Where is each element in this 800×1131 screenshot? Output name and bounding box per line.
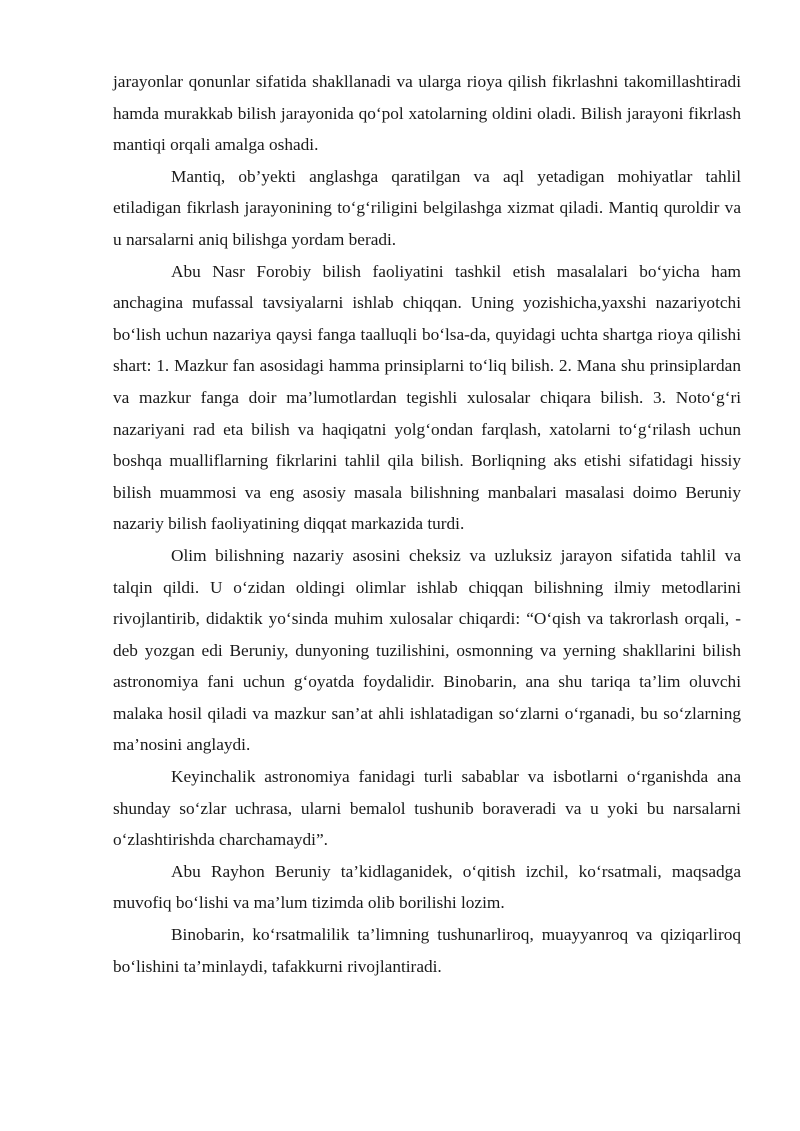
paragraph-7: Binobarin, ko‘rsatmalilik ta’limning tushunarliroq, muayyanroq va qiziqarliroq bo‘lishini ta’minlaydi, tafakkurni rivojlantiradi. [113, 925, 741, 976]
paragraph-5: Keyinchalik astronomiya fanidagi turli sabablar va isbotlarni o‘rganishda ana shunday so‘zlar uchrasa, ularni bemalol tushunib boraveradi va u yoki bu narsalarni o‘zlashtirishda charchamaydi”. [113, 767, 741, 850]
paragraph-4: Olim bilishning nazariy asosini cheksiz va uzluksiz jarayon sifatida tahlil va talqin qildi. U o‘zidan oldingi olimlar ishlab chiqqan bilishning ilmiy metodlarini rivojlantirib, didaktik yo‘sinda muhim xulosalar chiqardi: “O‘qish va takrorlash orqali, - deb yozgan edi Beruniy, dunyoning tuzilishini, osmonning va yerning shakllarini bilish astronomiya fani uchun g‘oyatda foydalidir. Binobarin, ana shu tariqa ta’lim oluvchi malaka hosil qiladi va mazkur san’at ahli ishlatadigan so‘zlarni o‘rganadi, bu so‘zlarning ma’nosini anglaydi. [113, 545, 741, 755]
document-page [113, 66, 741, 982]
paragraph-1: jarayonlar qonunlar sifatida shakllanadi va ularga rioya qilish fikrlashni takomillashtiradi hamda murakkab bilish jarayonida qo‘pol xatolarning oldini oladi. Bilish jarayoni fikrlash mantiqi orqali amalga oshadi. [113, 72, 741, 155]
paragraph-2: Mantiq, ob’yekti anglashga qaratilgan va aql yetadigan mohiyatlar tahlil etiladigan fikrlash jarayonining to‘g‘riligini belgilashga xizmat qiladi. Mantiq quroldir va u narsalarni aniq bilishga yordam beradi. [113, 166, 741, 249]
paragraph-6: Abu Rayhon Beruniy ta’kidlaganidek, o‘qitish izchil, ko‘rsatmali, maqsadga muvofiq bo‘lishi va ma’lum tizimda olib borilishi lozim. [113, 861, 741, 913]
paragraph-3: Abu Nasr Forobiy bilish faoliyatini tashkil etish masalalari bo‘yicha ham anchagina mufassal tavsiyalarni ishlab chiqqan. Uning yozishicha,yaxshi nazariyotchi bo‘lish uchun nazariya qaysi fanga taalluqli bo‘lsa-da, quyidagi uchta shartga rioya qilishi shart: 1. Mazkur fan asosidagi hamma prinsiplarni to‘liq bilish. 2. Mana shu prinsiplardan va mazkur fanga doir ma’lumotlardan tegishli xulosalar chiqara bilish. 3. Noto‘g‘ri nazariyani rad eta bilish va haqiqatni yolg‘ondan farqlash, xatolarni to‘g‘rilash uchun boshqa mualliflarning fikrlarini tahlil qila bilish. Borliqning aks etishi sifatidagi hissiy bilish muammosi va eng asosiy masala bilishning manbalari masalasi doimo Beruniy nazariy bilish faoliyatining diqqat markazida turdi. [113, 261, 741, 534]
